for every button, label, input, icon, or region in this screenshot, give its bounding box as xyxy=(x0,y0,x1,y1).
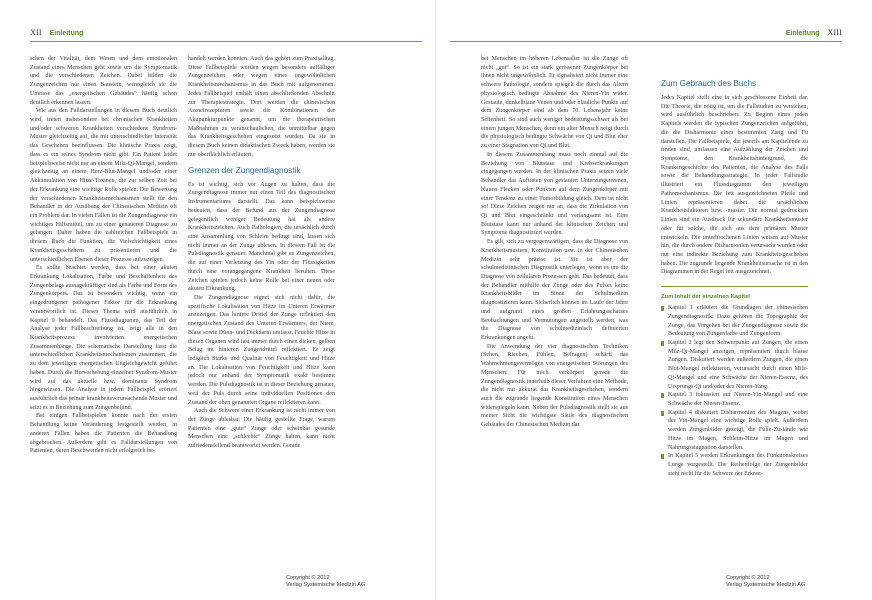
section-label-left: Einleitung xyxy=(49,30,84,37)
list-item xyxy=(661,409,808,453)
right-page xyxy=(436,0,872,600)
paragraph: Die Anwendung der vier diagnostischen Techniken (Sehen, Riechen, Fühlen, Befragen) schärft das Wahrnehmungsvermögen von energetischen Störungen des Menschen. Für mich verkörpert gerade die Zungendiagnostik innerhalb dieser Verfahren eine Methode, die nicht nur akkurat das Krankheitsgeschehen, sondern auch die zugrunde liegende Konstitution eines Menschen widerspiegeln kann. Neben der Pulsdiagnostik stellt sie aus meiner Sicht die wichtigste Säule des diagnostischen Gebäudes der Chinesischen Medizin dar. xyxy=(481,343,628,429)
paragraph: schen der Vitalität, dem Wesen und dem emotionalen Zustand eines Menschen geht sowie um die Symptomatik und die verschiedenen Zeichen. Dabei bilden die Zungenzeichen nur einen Baustein, wenngleich sie die Umrisse das „energetischen Gebäudes“ häufig schon deutlich erkennen lassen. xyxy=(30,56,177,106)
paragraph: Es ist wichtig, sich vor Augen zu halten, dass die Zungendiagnose immer nur einen Teil des diagnostischen Instrumentariums darstellt. Das kann beispielsweise bedeuten, dass der Befund aus der Zungendiagnose gelegentlich weniger Bedeutung hat als andere Krankheitszeichen. Auch Pathologien, die ursächlich durch eine Ansammlung von Schleim bedingt sind, lassen sich nicht immer an der Zunge ablesen. In diesem Fall ist die Pulsdiagnostik genauer. Manchmal gibt es Zungenzeichen, die auf einer Verletzung des Yin oder der Flüssigkeiten durch eine vorangegangene Krankheit beruhen. Diese Zeichen spielen jedoch keine Rolle bei einer neuen oder akuten Erkrankung. xyxy=(188,181,335,293)
paragraph: Jedes Kapitel stellt eine in sich geschlossene Einheit dar. Die Theorie, die nötig ist, um die Fallstudien zu verstehen, wird ausführlich beschrieben. Zu Beginn eines jeden Kapitels werden die typischen Zungenzeichen aufgeführt, die die Disharmonie eines bestimmten Zang und Fu darstellen. Die Fallbeispiele, die jeweils am Kapitelende zu finden sind, umfassen eine Aufzählung der Zeichen und Symptome, den Krankheitshintergrund, die Krankengeschichte des Patienten, die Analyse des Falls sowie die Behandlungsstrategie. In jeder Fallstudie illustriert ein Flussdiagramm den jeweiligen Pathomechanismus. Die fett ausgezeichneten Pfeile und Linien repräsentieren dabei die ursächlichen Krankheitsfaktoren bzw. -muster. Die normal gedruckten Linien sind ein Ausdruck für sekundäre Krankheitsmuster oder für solche, die sich aus dem primären Muster entwickeln. Die unterbrochenen Linien weisen auf Muster hin, die durch andere Disharmonien verursacht wurden oder nur eine indirekte Beziehung zum Krankheitsgeschehen haben. Die zugrunde liegende Krankheitsursache ist in den Diagrammen in der Regel fett ausgezeichnet. xyxy=(661,95,808,276)
subsection-heading: Zum Inhalt der einzelnen Kapitel xyxy=(661,294,750,301)
list-item-text: Kapitel 2 legt den Schwerpunkt auf Zungen, die einen Milz-Qi-Mangel anzeigen, repräsentiert durch blasse Zungen. Diskutiert werden außerdem Zungen, die einen Blut-Mangel reflektieren, verursacht durch einen Milz-Qi-Mangel und eine Schwäche der Nieren-Essenz, des Ursprungs-Qi und/oder des Nieren-Yang. xyxy=(668,339,808,390)
paragraph: bei Menschen im höheren Lebensalter ist die Zunge oft nicht „gut“. So ist ein stark gerissener Zungenkörper bei ihnen nicht ungewöhnlich. Er signalisiert nicht immer eine schwere Pathologie, sondern spiegelt die durch das Altern physiologisch bedingte Abnahme des Nieren-Yin wider. Gestaute, dunkelblaue Venen und/oder bläuliche Punkte auf dem Zungenkörper sind ab dem 70. Lebensjahr keine Seltenheit. So sind auch weniger bedeutungsschwer als bei einem jungen Menschen, denn ein alter Mensch neigt durch die physiologisch bedingte Schwäche von Qi und Blut eher zu einer Stagnation von Qi und Blut. xyxy=(481,56,628,150)
list-item xyxy=(661,304,808,339)
page-number-left: XII xyxy=(30,28,42,37)
divider xyxy=(661,286,808,287)
right-column-1 xyxy=(481,55,628,430)
copyright-text: Copyright © 2012 xyxy=(286,575,330,581)
paragraph: Bei einigen Fallbeispielen konnte nach der ersten Behandlung keine Veränderung festgestellt werden, in anderen Fällen haben die Patienten die Behandlung abgebrochen. Außerdem gibt es Falldarstellungen von Patienten, deren Beschwerden nicht erfolgreich be- xyxy=(30,413,177,455)
bullet-marker xyxy=(661,306,664,311)
publisher-text: Verlag Systemische Medizin AG xyxy=(286,582,366,588)
header-rule-left xyxy=(30,41,422,42)
paragraph: Es sollte beachtet werden, dass bei einer akuten Erkrankung Lokalisation, Farbe und Beschaffenheit des Zungenbelags aussagekräftiger sind als Farbe und Form des Zungenkörpers. Das ist besonders wichtig, wenn ein eingedrungener pathogener Faktor für die Erkrankung verantwortlich ist. Dieses Thema wird ausführlich in Kapitel 9 behandelt. Das Flussdiagramm, das Teil der Analyse jeder Fallbeschreibung ist, zeigt alle in den Krankheitsprozess involvierten energetischen Zusammenhänge. Die schematische Darstellung fasst die unterschiedlichen Krankheitsmechanismen zusammen, die zu dem jeweiligen energetischen Ungleichgewicht geführt haben. Durch die Hervorhebung einzelner Syndrom-Muster wird auf das aktuelle bzw. dominante Syndrom hingewiesen. Die Analyse in jedem Fallbeispiel erörtert ausführlich das primär krankheitsverursachende Muster und setzt es in Beziehung zum Zungenbefund. xyxy=(30,265,177,411)
right-column-2 xyxy=(661,79,808,478)
list-item-text: Kapitel 1 erläutert die Grundlagen der chinesischen Zungendiagnostik: Dazu gehören die Topographie der Zunge, das Vorgehen bei der Zungendiagnose sowie die Bedeutung von Zungenfarbe und Zungenform. xyxy=(668,305,808,338)
left-column-2 xyxy=(188,55,335,451)
bullet-marker xyxy=(661,393,664,398)
bullet-marker xyxy=(661,341,664,346)
publisher-text: Verlag Systemische Medizin AG xyxy=(726,582,806,588)
running-head-left xyxy=(30,27,83,39)
page-number-right: XIII xyxy=(827,28,842,37)
bullet-marker xyxy=(661,411,664,416)
list-item-text: Kapitel 4 diskutiert Disharmonien des Magens, wobei der Yin-Mangel eine wichtige Rolle spielt. Außerdem werden Zungenbilder gezeigt, die Fülle-Zustände wie Hitze im Magen, Schleim-Hitze im Magen und Nahrungsstagnation darstellen. xyxy=(668,409,808,451)
paragraph: Wie aus den Falldarstellungen in diesem Buch deutlich wird, treten insbesondere bei chronischen Krankheiten und/oder schweren Krankheiten verschiedene Syndrom-Muster gleichzeitig auf, die mit unterschiedlicher Intensität das Geschehen beeinflussen. Die klinische Praxis zeigt, dass es ein reines Syndrom nicht gibt. Ein Patient leidet beispielsweise nicht nur an einem Milz-Qi-Mangel, sondern gleichzeitig an einem Herz-Blut-Mangel und/oder einer Akkumulation von Hitze-Toxinen, die zur selben Zeit bei der Erkrankung eine wichtige Rolle spielen. Die Bewertung der verschiedenen Krankheitsmechanismen stellt für den Behandler in der Ausübung der Chinesischen Medizin oft ein Problem dar. In vielen Fällen ist die Zungendiagnose ein wichtiges Hilfsmittel, um zu einer genaueren Diagnose zu gelangen. Daher haben die zahlreichen Fallbeispiele in diesem Buch die Funktion, die Vielschichtigkeit eines Krankheitsgeschehens zu präsentieren und die unterschiedlichen Ebenen dieser Prozesse aufzuzeigen. xyxy=(30,108,177,263)
list-item-text: In Kapitel 5 werden Erkrankungen des Funktionskreises Lunge vorgestellt. Die Reihenfolge der Zungenbilder steht nicht für die Schwere der Erkran- xyxy=(668,453,808,477)
paragraph: Die Zungendiagnose eignet sich nicht dafür, die spezifische Lokalisation von Hitze im Unteren Erwärmer anzuzeigen. Das hintere Drittel der Zunge reflektiert den energetischen Zustand des Unteren Erwärmers, der Niere, Blase sowie Dünn- und Dickdarm umfasst. Feuchte Hitze in diesen Organen wird fast immer durch einen dicken, gelben Belag im hinteren Zungendrittel reflektiert. Er zeigt lediglich Stärke und Qualität von Feuchtigkeit und Hitze an. Die Lokalisation von Feuchtigkeit und Hitze kann jedoch nur anhand der Symptomatik exakt bestimmt werden. Die Pulsdiagnostik ist in dieser Beziehung genauer, weil der Puls durch seine individuellen Positionen den Zustand der oben genannten Organe reflektieren kann. xyxy=(188,294,335,406)
list-item xyxy=(661,391,808,408)
section-label-right: Einleitung xyxy=(785,30,820,37)
copyright-footer-left xyxy=(286,575,406,589)
section-heading: Zum Gebrauch des Buchs xyxy=(661,79,757,88)
list-item xyxy=(661,339,808,391)
list-item xyxy=(661,452,808,478)
bullet-marker xyxy=(661,454,664,459)
paragraph: In diesem Zusammenhang muss noch einmal auf die Beziehung von Blutstase und Krebserkrankungen eingegangen werden. In der klinischen Praxis setzen viele Behandler das Auftreten von gestauten Unterzungenvenen, blauen Flecken oder Punkten auf dem Zungenkörper mit einer Tendenz zu einer Tumorbildung gleich. Dem ist nicht so! Diese Zeichen zeigen nur an, dass die Zirkulation von Qi und Blut eingeschränkt und verlangsamt ist. Eine Blutstase kann nur anhand der klinischen Zeichen und Symptome diagnostiziert werden. xyxy=(481,151,628,237)
paragraph: Es gilt, sich zu vergegenwärtigen, dass die Diagnose von Krankheitsmustern, Konstitution usw. in der Chinesischen Medizin sehr präzise ist. Sie ist aber der schulmedizinischen Diagnostik unterlegen, wenn es um die Diagnose von zellulären Prozessen geht. Das bedeutet, dass der Behandler mithilfe der Zunge oder des Pulses keine Krankheitsbilder im Sinne der Schulmedizin diagnostizieren kann. Sicherlich können im Laufe der Jahre und aufgrund eines großen Erfahrungsschatzes Beobachtungen und Vermutungen angestellt werden, was die Diagnose von schulmedizinisch definierten Erkrankungen angeht. xyxy=(481,239,628,341)
chapter-list xyxy=(661,304,808,478)
copyright-text: Copyright © 2012 xyxy=(726,575,770,581)
left-column-1 xyxy=(30,55,177,456)
list-item-text: Kapitel 3 fokussiert auf Nieren-Yin-Mangel und eine Schwäche der Nieren-Essenz. xyxy=(668,392,808,407)
paragraph: Auch die Schwere einer Erkrankung ist nicht immer von der Zunge ablesbar. Die häufig gestellte Frage, warum Patienten eine „gute“ Zunge oder scheinbar gesunde Menschen eine „schlechte“ Zunge haben, kann nicht zufriedenstellend beantwortet werden. Gerade xyxy=(188,408,335,450)
section-heading: Grenzen der Zungendiagnostik xyxy=(188,165,301,175)
running-head-right xyxy=(786,27,842,39)
paragraph: handelt werden konnten. Auch das gehört zum Praxisalltag. Diese Fallbeispiele wurden wegen besonders auffälliger Zungenzeichen oder wegen eines ungewöhnlichen Krankheitsmechanismus in das Buch mit aufgenommen. Jedes Fallbeispiel enthält einen abschließenden Abschnitt zur Therapiestrategie. Dort werden die chinesischen Arzneirezepturen sowie die Kombinationen der Akupunkturpunkte genannt, um die therapeutischen Maßnahmen zu veranschaulichen, die unmittelbar gegen das Krankheitsgeschehen eingesetzt wurden. Da sie in diesem Buch keinen didaktischen Zweck haben, werden sie nur oberflächlich erläutert. xyxy=(188,56,335,158)
copyright-footer-right xyxy=(726,575,846,589)
header-rule-right xyxy=(450,41,842,42)
